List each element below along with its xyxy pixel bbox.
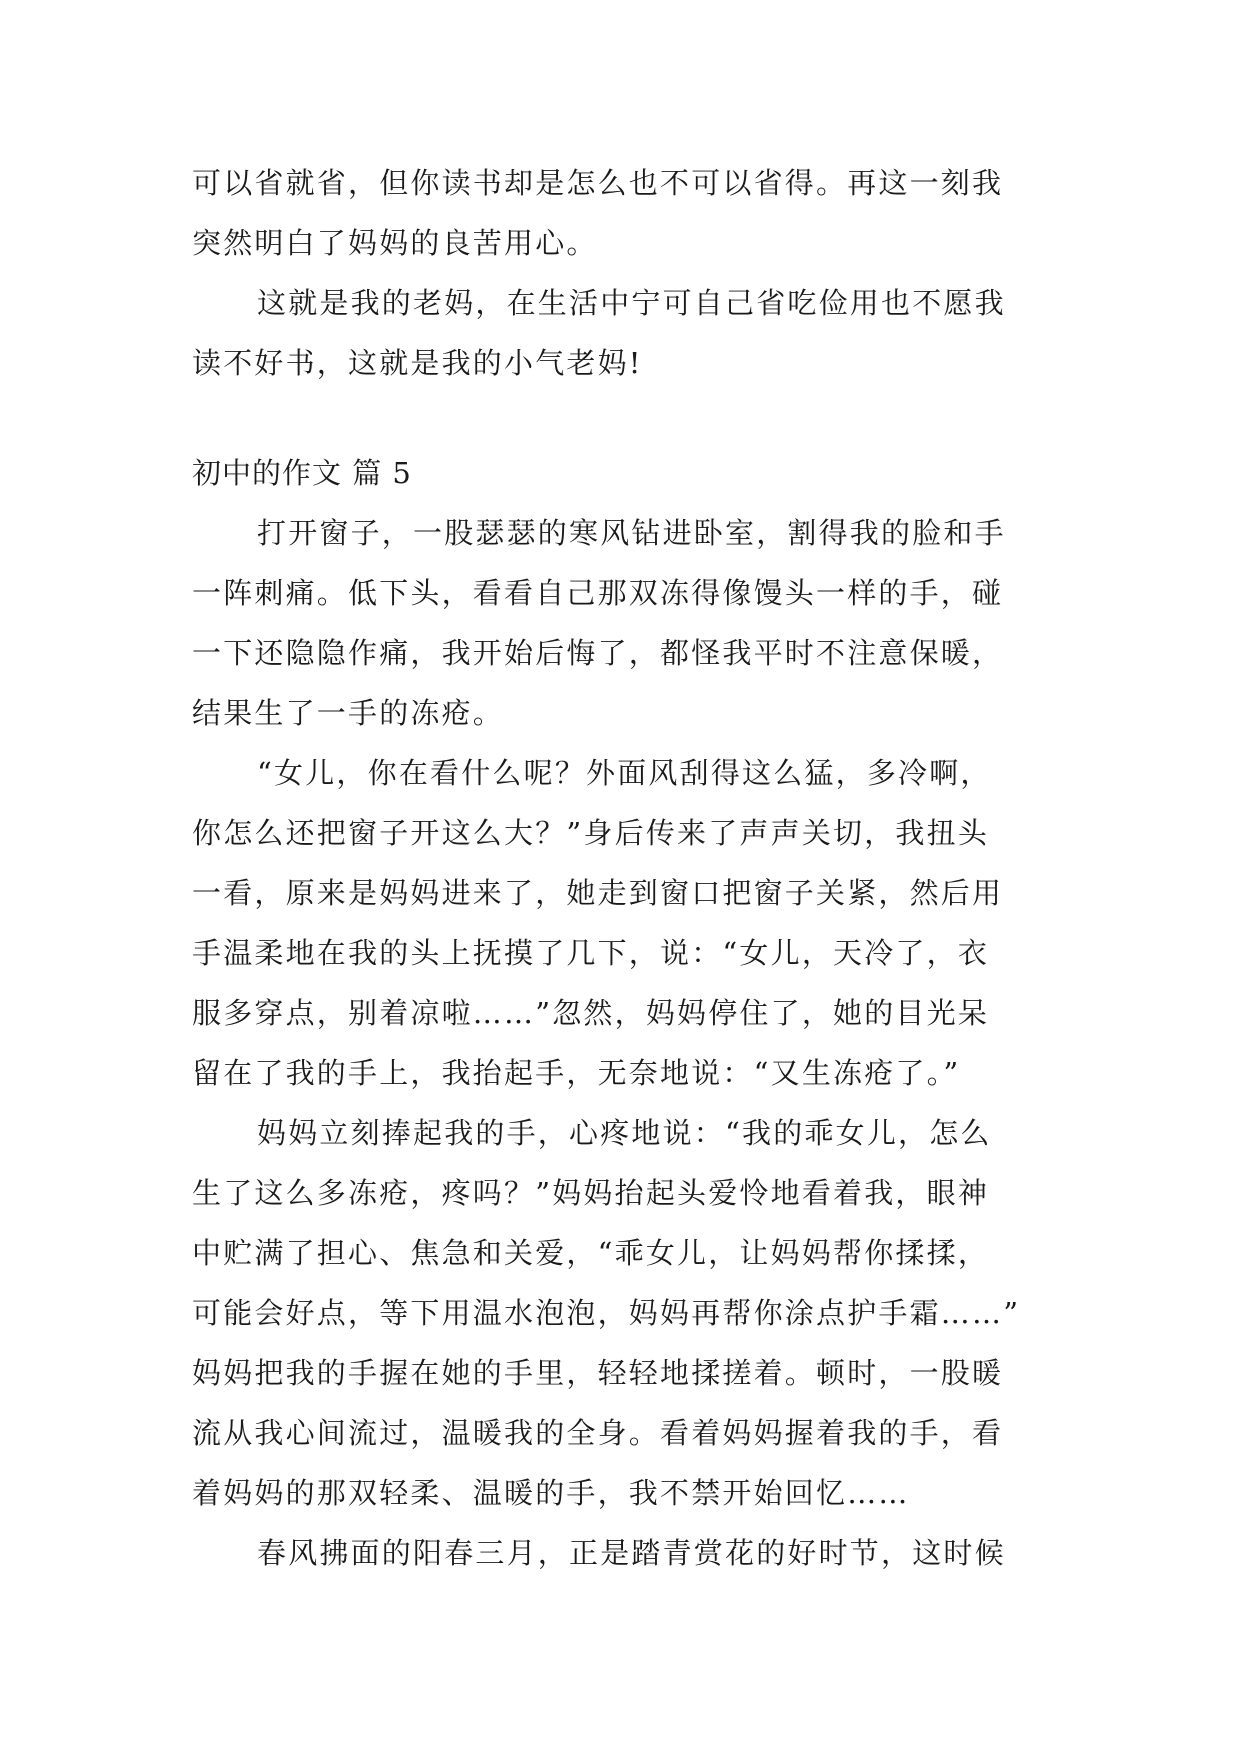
- text-line: 结果生了一手的冻疮。: [192, 696, 505, 730]
- text-line: 一阵刺痛。低下头，看看自己那双冻得像馒头一样的手，碰: [192, 576, 1004, 610]
- text-line: 读不好书，这就是我的小气老妈!: [192, 346, 643, 380]
- text-line: 留在了我的手上，我抬起手，无奈地说：“又生冻疮了。”: [192, 1056, 961, 1090]
- text-line: 着妈妈的那双轻柔、温暖的手，我不禁开始回忆……: [192, 1476, 910, 1510]
- text-line: 生了这么多冻疮，疼吗？”妈妈抬起头爱怜地看着我，眼神: [192, 1176, 990, 1210]
- text-line: 一下还隐隐作痛，我开始后悔了，都怪我平时不注意保暖，: [192, 636, 1004, 670]
- paragraph-first-line: “女儿，你在看什么呢？外面风刮得这么猛，多冷啊，: [257, 756, 992, 790]
- text-line: 可以省就省，但你读书却是怎么也不可以省得。再这一刻我: [192, 166, 1004, 200]
- text-line: 妈妈把我的手握在她的手里，轻轻地揉搓着。顿时，一股暖: [192, 1356, 1004, 1390]
- text-line: 你怎么还把窗子开这么大？”身后传来了声声关切，我扭头: [192, 816, 990, 850]
- paragraph-first-line: 妈妈立刻捧起我的手，心疼地说：“我的乖女儿，怎么: [257, 1116, 992, 1150]
- text-line: 一看，原来是妈妈进来了，她走到窗口把窗子关紧，然后用: [192, 876, 1004, 910]
- text-line: 流从我心间流过，温暖我的全身。看着妈妈握着我的手，看: [192, 1416, 1004, 1450]
- paragraph-first-line: 打开窗子，一股瑟瑟的寒风钻进卧室，割得我的脸和手: [257, 516, 1006, 550]
- paragraph-first-line: 春风拂面的阳春三月，正是踏青赏花的好时节，这时候: [257, 1536, 1006, 1570]
- text-line: 突然明白了妈妈的良苦用心。: [192, 226, 598, 260]
- text-line: 可能会好点，等下用温水泡泡，妈妈再帮你涂点护手霜……”: [192, 1296, 1021, 1330]
- text-line: 中贮满了担心、焦急和关爱，“乖女儿，让妈妈帮你揉揉，: [192, 1236, 990, 1270]
- section-heading: 初中的作文 篇 5: [192, 456, 412, 490]
- text-line: 服多穿点，别着凉啦……”忽然，妈妈停住了，她的目光呆: [192, 996, 990, 1030]
- paragraph-first-line: 这就是我的老妈，在生活中宁可自己省吃俭用也不愿我: [257, 286, 1006, 320]
- text-line: 手温柔地在我的头上抚摸了几下，说：“女儿，天冷了，衣: [192, 936, 990, 970]
